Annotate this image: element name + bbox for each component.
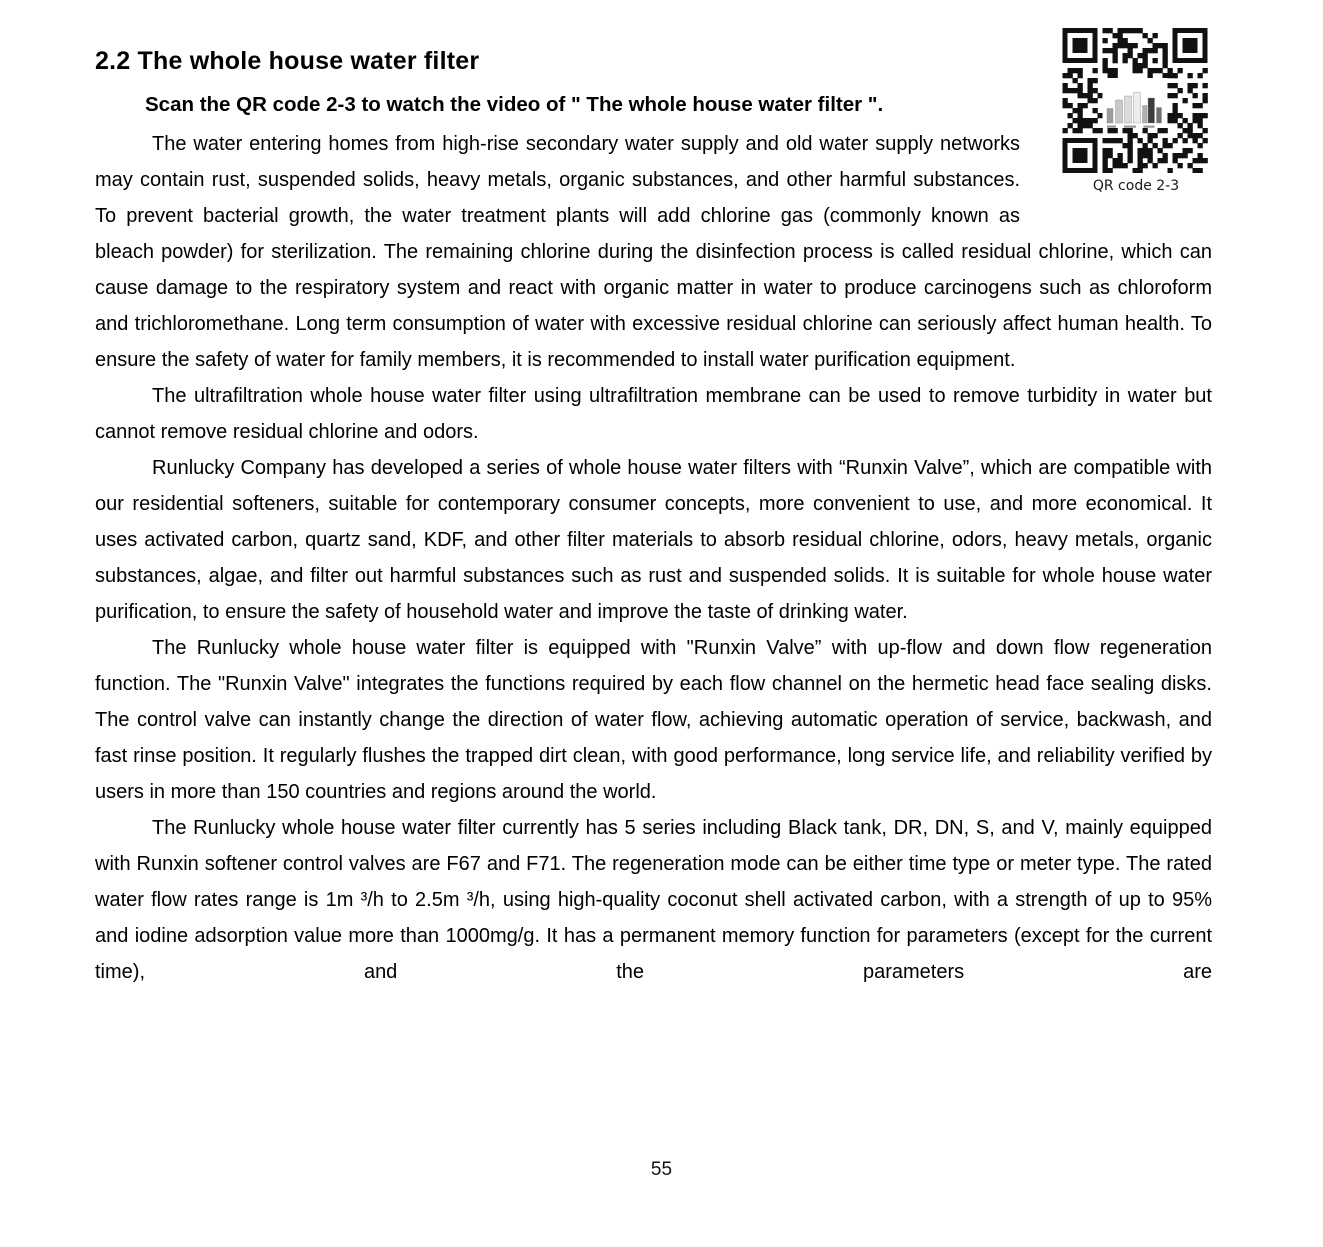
page-number: 55: [650, 1159, 673, 1180]
qr-code-block: [1060, 28, 1212, 195]
paragraph-ultrafiltration: The ultrafiltration whole house water filter using ultrafiltration membrane can be used to remove turbidity in water but cannot remove residual chlorine and odors.: [95, 385, 1212, 443]
section-heading: 2.2 The whole house water filter: [95, 47, 480, 75]
paragraph-runlucky-series: Runlucky Company has developed a series of whole house water filters with “Runxin Valve”, which are compatible with our residential softeners, suitable for contemporary consumer concepts, more convenient to use, and more economical. It uses activated carbon, quartz sand, KDF, and other filter materials to absorb residual chlorine, odors, heavy metals, organic substances, algae, and filter out harmful substances such as rust and suspended solids. It is suitable for whole house water purification, to ensure the safety of household water and improve the taste of drinking water.: [95, 457, 1212, 623]
paragraph-five-series: The Runlucky whole house water filter currently has 5 series including Black tank, DR, DN, S, and V, mainly equipped with Runxin softener control valves are F67 and F71. The regeneration mode can be either time type or meter type. The rated water flow rates range is 1m ³/h to 2.5m ³/h, using high-quality coconut shell activated carbon, with a strength of up to 95% and iodine adsorption value more than 1000mg/g. It has a permanent memory function for parameters (except for the current time), and the parameters are: [95, 817, 1212, 983]
paragraph-water-entering: The water entering homes from high-rise secondary water supply and old water supply networks may contain rust, suspended solids, heavy metals, organic substances, and other harmful substances. To prevent bacterial growth, the water treatment plants will add chlorine gas (commonly known as bleach powder) for sterilization. The remaining chlorine during the disinfection process is called residual chlorine, which can cause damage to the respiratory system and react with organic matter in water to produce carcinogens such as chloroform and trichloromethane. Long term consumption of water with excessive residual chlorine can seriously affect human health. To ensure the safety of water for family members, it is recommended to install water purification equipment.: [95, 133, 1212, 371]
scan-instruction: Scan the QR code 2-3 to watch the video of " The whole house water filter ".: [145, 93, 884, 116]
qr-code-caption: QR code 2-3: [1092, 178, 1180, 194]
paragraph-runxin-valve: The Runlucky whole house water filter is equipped with "Runxin Valve” with up-flow and down flow regeneration function. The "Runxin Valve" integrates the functions required by each flow channel on the hermetic head face sealing disks. The control valve can instantly change the direction of water flow, achieving automatic operation of service, backwash, and fast rinse position. It regularly flushes the trapped dirt clean, with good performance, long service life, and reliability verified by users in more than 150 countries and regions around the world.: [95, 637, 1212, 803]
qr-code-image: [1060, 28, 1210, 173]
